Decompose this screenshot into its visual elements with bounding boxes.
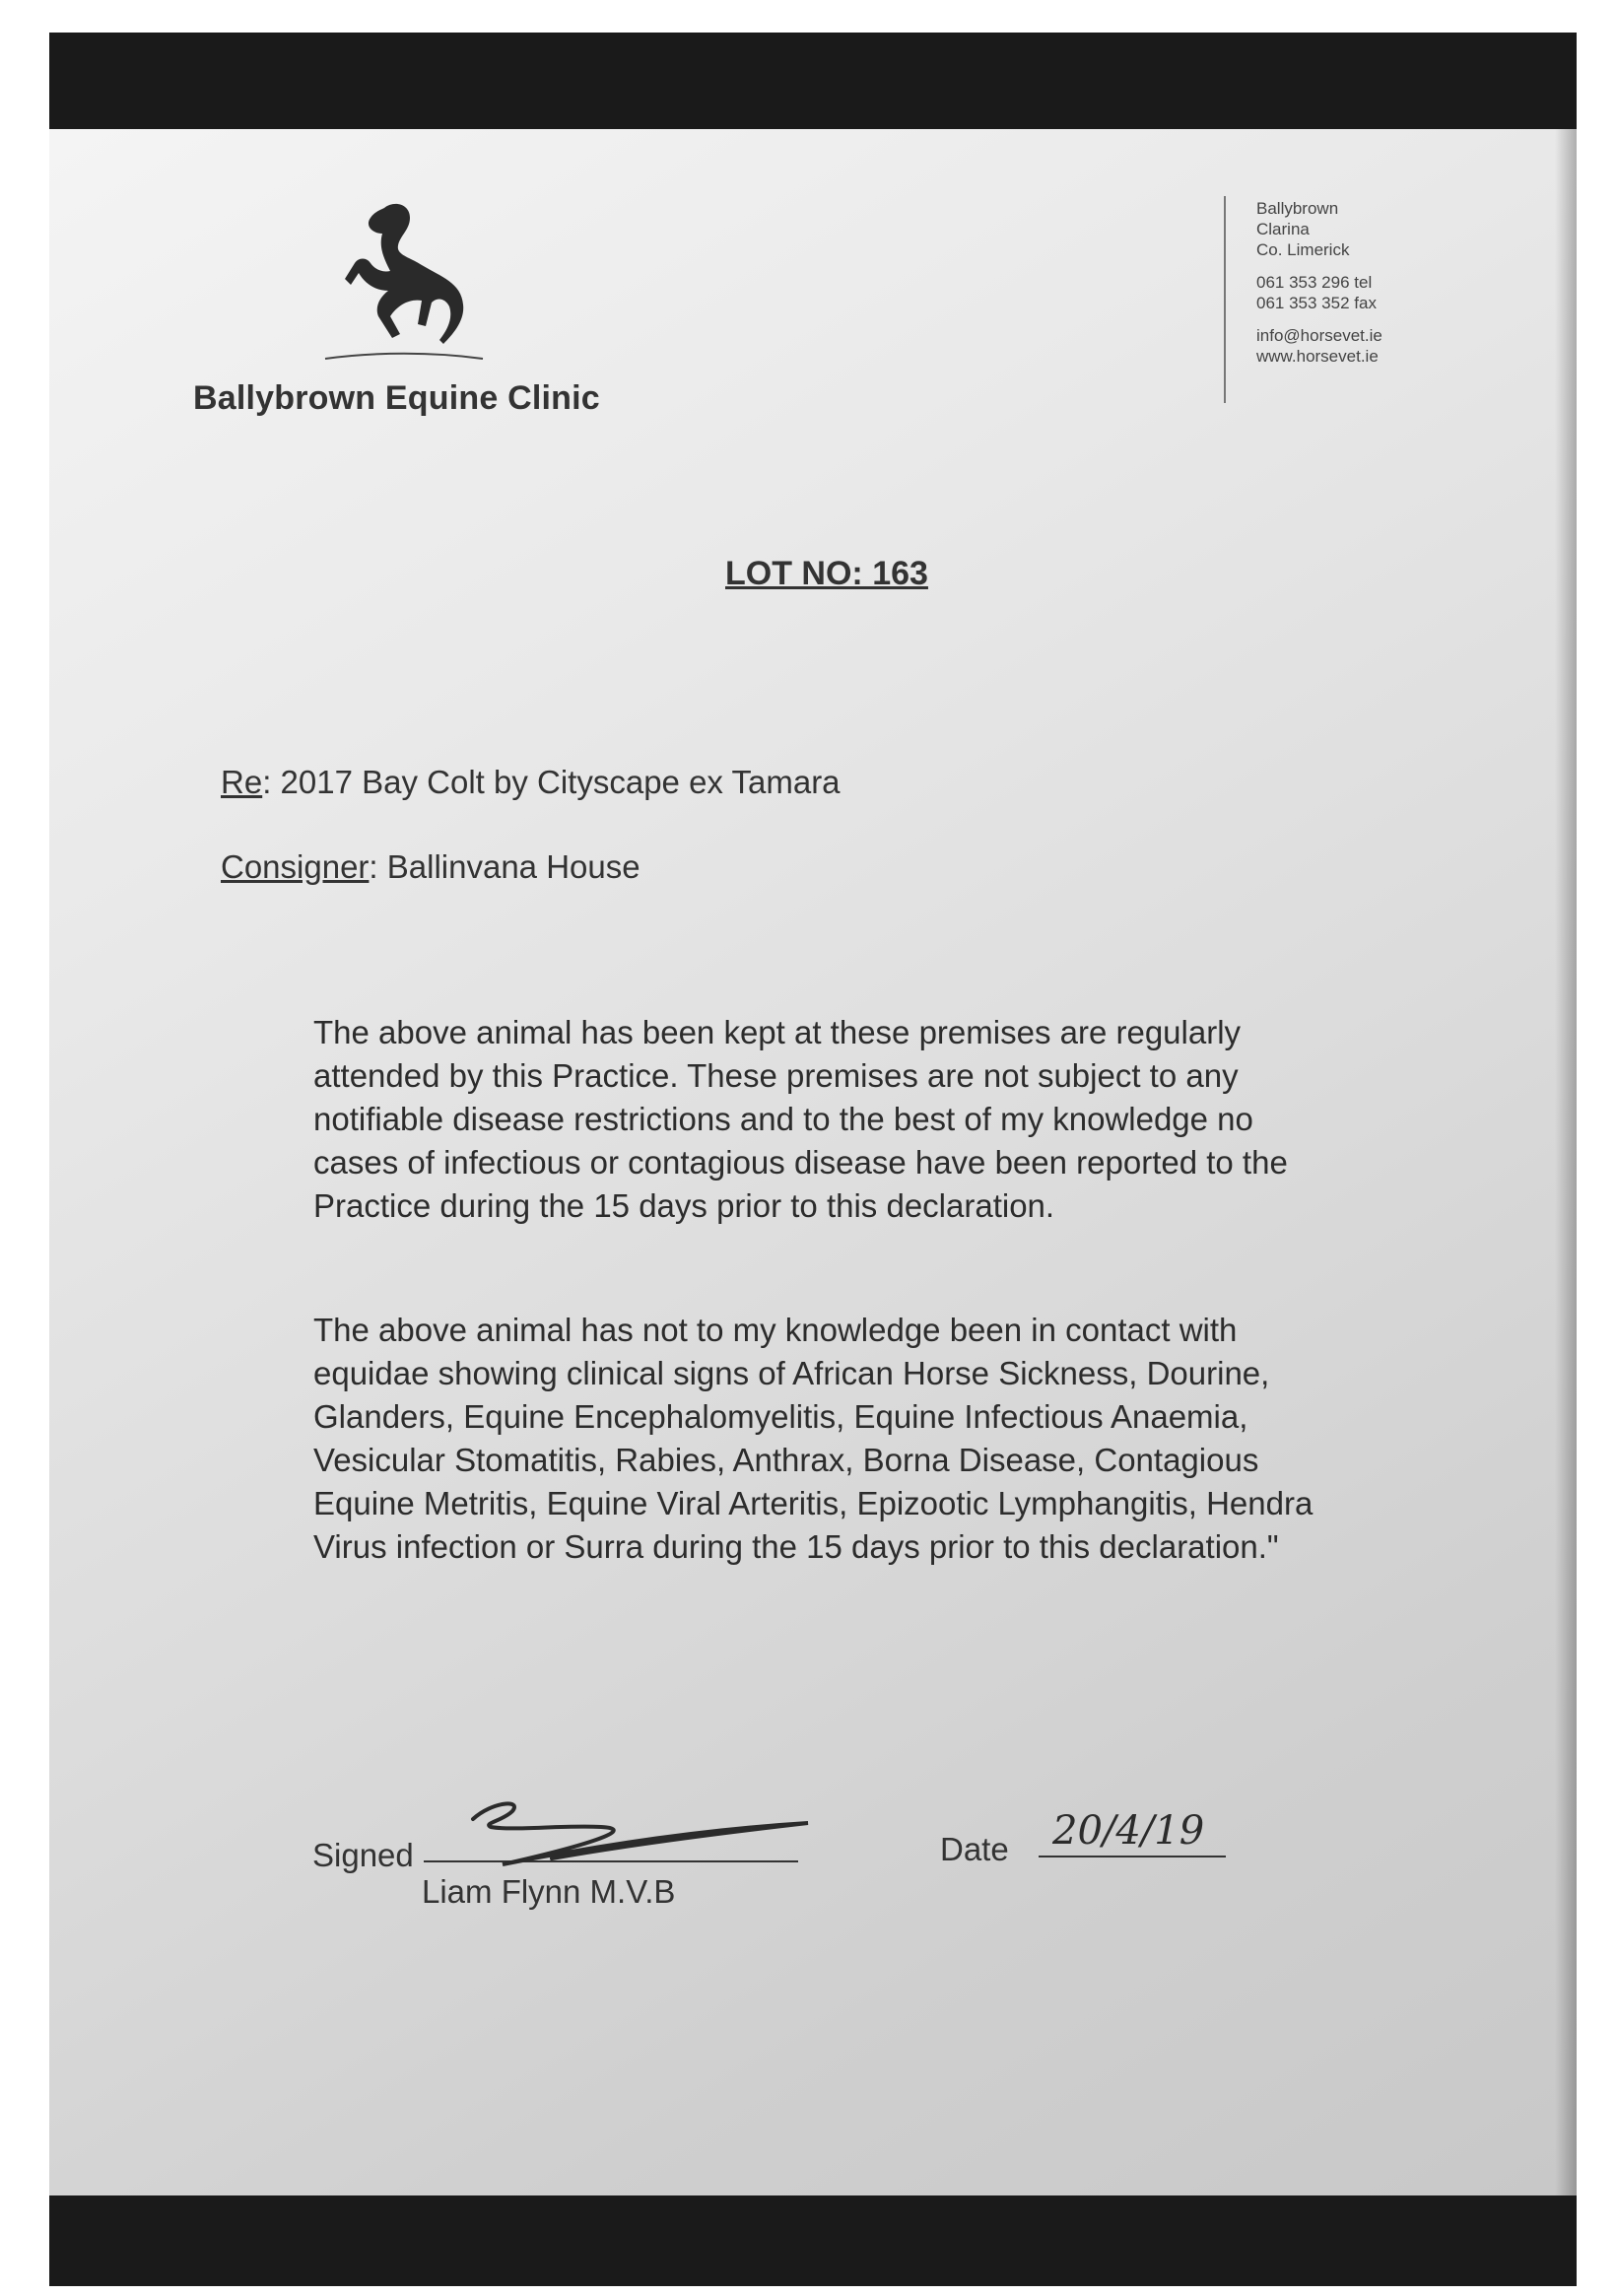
address-line-1: Ballybrown: [1256, 199, 1339, 218]
scan-bottom-band: [49, 2195, 1577, 2286]
signature-scrawl: [443, 1788, 838, 1876]
address-block: [1256, 198, 1382, 367]
address-line-2: Clarina: [1256, 220, 1310, 238]
letter-page: [49, 129, 1577, 2195]
horse-logo-icon: [315, 196, 493, 369]
address-phone: 061 353 296 tel: [1256, 273, 1373, 292]
re-value: : 2017 Bay Colt by Cityscape ex Tamara: [262, 764, 841, 800]
handwritten-date: [1048, 1798, 1246, 1857]
consigner-label: Consigner: [221, 848, 370, 885]
re-label: Re: [221, 764, 263, 800]
clinic-name: Ballybrown Equine Clinic: [193, 379, 600, 417]
date-value: 20/4/19: [1052, 1808, 1205, 1854]
consigner-value: : Ballinvana House: [369, 848, 640, 885]
address-email: info@horsevet.ie: [1256, 326, 1382, 345]
signed-label: Signed: [312, 1837, 414, 1873]
declaration-paragraph-2: The above animal has not to my knowledge been in contact with equidae showing clinical signs of African Horse Sickness, Dourine, Glanders, Equine Encephalomyelitis, Equine Infectious Anaemia, Vesicular Stomatitis, Rabies, Anthrax, Borna Disease, Contagious Equine Metritis, Equine Viral Arteritis, Epizootic Lymphangitis, Hendra Virus infection or Surra during the 15 days prior to this declaration.": [313, 1312, 1314, 1565]
address-divider: [1224, 196, 1226, 403]
address-web: www.horsevet.ie: [1256, 347, 1379, 366]
consigner-line: [221, 848, 640, 886]
re-line: [221, 764, 841, 801]
signatory-name: Liam Flynn M.V.B: [422, 1873, 676, 1910]
declaration-paragraph-1: The above animal has been kept at these premises are regularly attended by this Practice. These premises are not subject to any notifiable disease restrictions and to the best of my knowledge no cases of infectious or contagious disease have been reported to the Practice during the 15 days prior to this declaration.: [313, 1014, 1288, 1224]
page-edge-shadow: [1555, 129, 1577, 2195]
address-line-3: Co. Limerick: [1256, 240, 1350, 259]
address-fax: 061 353 352 fax: [1256, 294, 1377, 312]
date-label: Date: [940, 1831, 1009, 1867]
lot-title: LOT NO: 163: [725, 555, 928, 592]
scan-top-band: [49, 33, 1577, 129]
